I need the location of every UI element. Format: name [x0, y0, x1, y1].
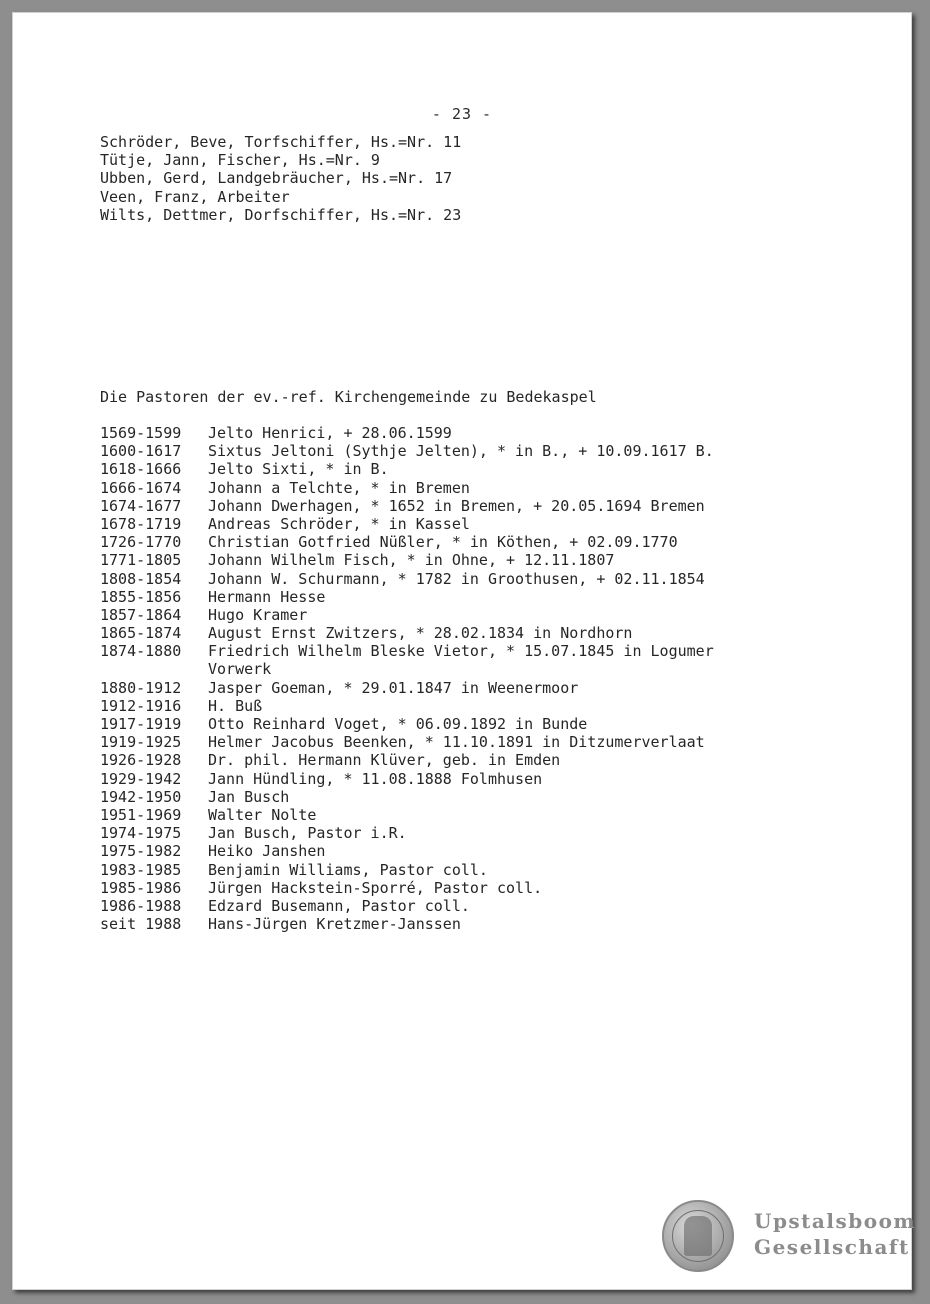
pastor-years: 1951-1969	[100, 805, 182, 824]
page-number: - 23 -	[431, 105, 493, 123]
pastor-name: Friedrich Wilhelm Bleske Vietor, * 15.07.1845 in Logumer	[208, 642, 714, 661]
pastor-entry	[100, 788, 714, 806]
pastor-years: 1929-1942	[100, 769, 182, 788]
pastor-years: 1726-1770	[100, 533, 182, 552]
pastor-entry	[100, 915, 714, 933]
pastor-name: H. Buß	[208, 696, 263, 715]
residents-list	[100, 133, 461, 224]
pastor-entry	[100, 624, 714, 642]
pastor-name: Jan Busch, Pastor i.R.	[208, 824, 407, 843]
pastor-years: 1618-1666	[100, 460, 182, 479]
seal-icon	[662, 1200, 734, 1272]
pastor-entry	[100, 879, 714, 897]
pastors-heading-block	[100, 388, 597, 406]
pastor-name: Hans-Jürgen Kretzmer-Janssen	[208, 915, 461, 934]
pastor-entry	[100, 606, 714, 624]
pastor-years: 1678-1719	[100, 514, 182, 533]
pastor-entry	[100, 479, 714, 497]
logo-line-2: Gesellschaft	[754, 1235, 910, 1259]
pastor-years: 1974-1975	[100, 824, 182, 843]
pastor-years: 1942-1950	[100, 787, 182, 806]
pastor-name: Helmer Jacobus Beenken, * 11.10.1891 in Ditzumerverlaat	[208, 733, 705, 752]
pastor-entry	[100, 642, 714, 660]
pastor-years: 1975-1982	[100, 842, 182, 861]
pastor-entry	[100, 442, 714, 460]
pastor-years: 1855-1856	[100, 587, 182, 606]
pastor-years: 1912-1916	[100, 696, 182, 715]
society-logo	[662, 1200, 917, 1276]
pastor-name: Dr. phil. Hermann Klüver, geb. in Emden	[208, 751, 561, 770]
pastor-name: Sixtus Jeltoni (Sythje Jelten), * in B., + 10.09.1617 B.	[208, 442, 714, 461]
document-page	[12, 12, 917, 1290]
pastor-years: 1674-1677	[100, 496, 182, 515]
pastor-years: 1874-1880	[100, 642, 182, 661]
pastor-name: Hugo Kramer	[208, 605, 308, 624]
pastor-years: 1808-1854	[100, 569, 182, 588]
logo-line-1: Upstalsboom	[754, 1209, 917, 1233]
pastors-heading: Die Pastoren der ev.-ref. Kirchengemeinde zu Bedekaspel	[100, 388, 597, 406]
pastor-name: Walter Nolte	[208, 805, 317, 824]
pastor-entry	[100, 679, 714, 697]
pastor-years: 1600-1617	[100, 442, 182, 461]
pastor-entry	[100, 842, 714, 860]
pastor-name: Johann W. Schurmann, * 1782 in Groothusen, + 02.11.1854	[208, 569, 705, 588]
pastor-entry	[100, 861, 714, 879]
pastor-years: 1865-1874	[100, 624, 182, 643]
resident-entry: Tütje, Jann, Fischer, Hs.=Nr. 9	[100, 151, 380, 170]
pastor-years: 1919-1925	[100, 733, 182, 752]
pastor-name: Edzard Busemann, Pastor coll.	[208, 896, 470, 915]
pastor-entry	[100, 570, 714, 588]
pastor-name: Jann Hündling, * 11.08.1888 Folmhusen	[208, 769, 543, 788]
pastor-name: Otto Reinhard Voget, * 06.09.1892 in Bunde	[208, 715, 588, 733]
pastor-years: 1917-1919	[100, 715, 182, 733]
pastor-entry	[100, 751, 714, 769]
pastor-name: August Ernst Zwitzers, * 28.02.1834 in Nordhorn	[208, 624, 633, 643]
pastor-entry	[100, 460, 714, 478]
pastor-entry	[100, 733, 714, 751]
pastors-list	[100, 424, 714, 933]
pastor-entry	[100, 497, 714, 515]
pastor-years: 1880-1912	[100, 678, 182, 697]
pastor-name: Jelto Sixti, * in B.	[208, 460, 389, 479]
pastor-years: 1771-1805	[100, 551, 182, 570]
pastor-entry	[100, 588, 714, 606]
resident-entry: Wilts, Dettmer, Dorfschiffer, Hs.=Nr. 23	[100, 205, 462, 224]
pastor-name: Jasper Goeman, * 29.01.1847 in Weenermoor	[208, 678, 579, 697]
pastor-years: 1857-1864	[100, 605, 182, 624]
pastor-name: Jelto Henrici, + 28.06.1599	[208, 424, 452, 442]
pastor-entry	[100, 715, 714, 733]
pastor-name: Jan Busch	[208, 787, 290, 806]
pastor-name: Heiko Janshen	[208, 842, 326, 861]
pastor-years: 1983-1985	[100, 860, 182, 879]
pastor-name: Johann a Telchte, * in Bremen	[208, 478, 470, 497]
pastor-entry	[100, 770, 714, 788]
pastor-name: Andreas Schröder, * in Kassel	[208, 514, 470, 533]
pastor-years: seit 1988	[100, 915, 182, 934]
resident-entry: Schröder, Beve, Torfschiffer, Hs.=Nr. 11	[100, 133, 462, 151]
logo-text	[754, 1208, 916, 1260]
pastor-entry-continuation: Vorwerk	[208, 660, 272, 679]
pastor-entry	[100, 697, 714, 715]
pastor-years: 1985-1986	[100, 878, 182, 897]
pastor-name: Christian Gotfried Nüßler, * in Köthen, + 02.09.1770	[208, 533, 678, 552]
pastor-name: Benjamin Williams, Pastor coll.	[208, 860, 488, 879]
pastor-entry	[100, 424, 714, 442]
resident-entry: Ubben, Gerd, Landgebräucher, Hs.=Nr. 17	[100, 169, 453, 188]
pastor-entry	[100, 533, 714, 551]
pastor-entry	[100, 551, 714, 569]
pastor-name: Johann Wilhelm Fisch, * in Ohne, + 12.11.1807	[208, 551, 615, 570]
pastor-name: Hermann Hesse	[208, 587, 326, 606]
pastor-years: 1986-1988	[100, 896, 182, 915]
pastor-years: 1666-1674	[100, 478, 182, 497]
pastor-entry	[100, 824, 714, 842]
pastor-name: Johann Dwerhagen, * 1652 in Bremen, + 20.05.1694 Bremen	[208, 496, 705, 515]
pastor-name: Jürgen Hackstein-Sporré, Pastor coll.	[208, 878, 543, 897]
pastor-entry	[100, 515, 714, 533]
resident-entry: Veen, Franz, Arbeiter	[100, 187, 290, 206]
pastor-years: 1926-1928	[100, 751, 182, 770]
pastor-entry	[100, 806, 714, 824]
pastor-entry	[100, 897, 714, 915]
pastor-years: 1569-1599	[100, 424, 182, 442]
